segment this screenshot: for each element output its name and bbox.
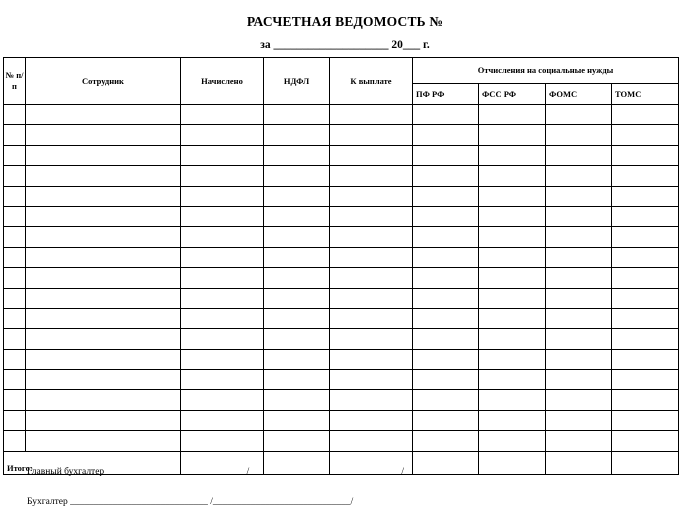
table-row: [4, 268, 679, 288]
accountant-signature: Бухгалтер _____________________________ /_____________________________/: [27, 497, 354, 507]
table-cell[interactable]: [181, 268, 264, 288]
table-cell[interactable]: [413, 410, 479, 430]
table-row: [4, 431, 679, 451]
total-cell[interactable]: [612, 451, 679, 474]
table-cell[interactable]: [612, 105, 679, 125]
table-cell[interactable]: [330, 125, 413, 145]
table-body: [4, 105, 679, 475]
table-cell[interactable]: [546, 227, 612, 247]
table-cell[interactable]: [413, 288, 479, 308]
table-cell[interactable]: [330, 247, 413, 267]
table-cell[interactable]: [479, 329, 546, 349]
table-cell[interactable]: [181, 227, 264, 247]
table-cell[interactable]: [479, 186, 546, 206]
table-cell[interactable]: [413, 105, 479, 125]
table-cell[interactable]: [612, 288, 679, 308]
table-cell[interactable]: [26, 227, 181, 247]
total-label: Итого:: [4, 451, 181, 474]
table-cell[interactable]: [264, 410, 330, 430]
table-cell[interactable]: [264, 308, 330, 328]
table-cell[interactable]: [264, 125, 330, 145]
table-cell[interactable]: [330, 105, 413, 125]
payroll-table: [3, 57, 679, 475]
table-cell[interactable]: [546, 166, 612, 186]
table-cell[interactable]: [413, 349, 479, 369]
table-cell[interactable]: [4, 105, 26, 125]
table-cell[interactable]: [479, 288, 546, 308]
table-cell[interactable]: [264, 288, 330, 308]
table-cell[interactable]: [264, 105, 330, 125]
col-toms: ТОМС: [612, 84, 679, 105]
table-cell[interactable]: [612, 410, 679, 430]
table-cell[interactable]: [612, 166, 679, 186]
total-cell[interactable]: [479, 451, 546, 474]
table-cell[interactable]: [181, 166, 264, 186]
col-accrued: Начислено: [181, 58, 264, 105]
table-cell[interactable]: [479, 390, 546, 410]
period-line: за ____________________ 20___ г.: [260, 39, 430, 51]
table-cell[interactable]: [330, 166, 413, 186]
table-cell[interactable]: [181, 431, 264, 451]
table-cell[interactable]: [26, 329, 181, 349]
table-cell[interactable]: [264, 390, 330, 410]
table-cell[interactable]: [4, 166, 26, 186]
table-cell[interactable]: [612, 308, 679, 328]
table-cell[interactable]: [330, 206, 413, 226]
table-cell[interactable]: [612, 370, 679, 390]
table-cell[interactable]: [26, 370, 181, 390]
table-cell[interactable]: [612, 227, 679, 247]
table-row: [4, 125, 679, 145]
table-cell[interactable]: [612, 206, 679, 226]
table-cell[interactable]: [26, 186, 181, 206]
col-to-pay: К выплате: [330, 58, 413, 105]
table-cell[interactable]: [479, 227, 546, 247]
table-cell[interactable]: [413, 227, 479, 247]
table-cell[interactable]: [413, 166, 479, 186]
table-cell[interactable]: [264, 145, 330, 165]
table-cell[interactable]: [546, 349, 612, 369]
table-cell[interactable]: [612, 390, 679, 410]
table-row: [4, 166, 679, 186]
table-cell[interactable]: [546, 410, 612, 430]
table-cell[interactable]: [264, 431, 330, 451]
col-foms: ФОМС: [546, 84, 612, 105]
table-cell[interactable]: [330, 145, 413, 165]
table-row: [4, 390, 679, 410]
table-cell[interactable]: [413, 431, 479, 451]
table-cell[interactable]: [330, 431, 413, 451]
table-cell[interactable]: [181, 390, 264, 410]
table-cell[interactable]: [413, 125, 479, 145]
table-cell[interactable]: [26, 145, 181, 165]
table-cell[interactable]: [479, 308, 546, 328]
table-cell[interactable]: [479, 125, 546, 145]
table-cell[interactable]: [413, 247, 479, 267]
table-row: [4, 308, 679, 328]
table-cell[interactable]: [612, 431, 679, 451]
table-cell[interactable]: [612, 186, 679, 206]
table-cell[interactable]: [181, 206, 264, 226]
table-cell[interactable]: [413, 329, 479, 349]
table-cell[interactable]: [479, 206, 546, 226]
total-cell[interactable]: [413, 451, 479, 474]
table-row: [4, 370, 679, 390]
table-cell[interactable]: [612, 268, 679, 288]
table-cell[interactable]: [413, 186, 479, 206]
table-cell[interactable]: [546, 125, 612, 145]
table-cell[interactable]: [181, 308, 264, 328]
table-cell[interactable]: [181, 145, 264, 165]
table-cell[interactable]: [4, 247, 26, 267]
table-cell[interactable]: [612, 329, 679, 349]
table-cell[interactable]: [546, 206, 612, 226]
table-cell[interactable]: [546, 268, 612, 288]
table-cell[interactable]: [26, 308, 181, 328]
table-cell[interactable]: [4, 268, 26, 288]
table-cell[interactable]: [181, 186, 264, 206]
table-cell[interactable]: [413, 145, 479, 165]
table-cell[interactable]: [330, 349, 413, 369]
table-cell[interactable]: [4, 390, 26, 410]
table-row: [4, 145, 679, 165]
table-cell[interactable]: [264, 329, 330, 349]
table-cell[interactable]: [26, 349, 181, 369]
table-cell[interactable]: [546, 308, 612, 328]
table-cell[interactable]: [479, 268, 546, 288]
table-cell[interactable]: [26, 268, 181, 288]
table-cell[interactable]: [26, 166, 181, 186]
table-cell[interactable]: [4, 329, 26, 349]
table-cell[interactable]: [4, 288, 26, 308]
table-cell[interactable]: [330, 329, 413, 349]
table-cell[interactable]: [26, 247, 181, 267]
table-cell[interactable]: [4, 349, 26, 369]
table-cell[interactable]: [181, 329, 264, 349]
table-cell[interactable]: [330, 288, 413, 308]
table-cell[interactable]: [264, 206, 330, 226]
col-ndfl: НДФЛ: [264, 58, 330, 105]
table-cell[interactable]: [330, 186, 413, 206]
table-row: [4, 329, 679, 349]
col-pf: ПФ РФ: [413, 84, 479, 105]
col-social-group: Отчисления на социальные нужды: [413, 58, 679, 84]
table-cell[interactable]: [330, 370, 413, 390]
table-cell[interactable]: [26, 431, 181, 451]
table-cell[interactable]: [413, 308, 479, 328]
table-row: [4, 247, 679, 267]
table-cell[interactable]: [330, 308, 413, 328]
table-cell[interactable]: [4, 370, 26, 390]
col-fss: ФСС РФ: [479, 84, 546, 105]
table-cell[interactable]: [479, 247, 546, 267]
table-cell[interactable]: [546, 390, 612, 410]
table-cell[interactable]: [264, 166, 330, 186]
table-cell[interactable]: [612, 247, 679, 267]
table-cell[interactable]: [4, 125, 26, 145]
table-cell[interactable]: [546, 288, 612, 308]
table-cell[interactable]: [181, 247, 264, 267]
table-cell[interactable]: [264, 227, 330, 247]
table-cell[interactable]: [546, 431, 612, 451]
table-cell[interactable]: [26, 125, 181, 145]
table-cell[interactable]: [546, 370, 612, 390]
table-cell[interactable]: [546, 247, 612, 267]
table-cell[interactable]: [264, 268, 330, 288]
table-cell[interactable]: [413, 268, 479, 288]
table-cell[interactable]: [413, 390, 479, 410]
table-cell[interactable]: [26, 390, 181, 410]
table-cell[interactable]: [26, 288, 181, 308]
table-cell[interactable]: [4, 410, 26, 430]
table-cell[interactable]: [264, 349, 330, 369]
table-cell[interactable]: [330, 227, 413, 247]
table-cell[interactable]: [612, 125, 679, 145]
table-cell[interactable]: [181, 349, 264, 369]
col-employee: Сотрудник: [26, 58, 181, 105]
table-cell[interactable]: [264, 247, 330, 267]
table-cell[interactable]: [330, 268, 413, 288]
table-cell[interactable]: [26, 105, 181, 125]
table-cell[interactable]: [546, 329, 612, 349]
table-cell[interactable]: [26, 206, 181, 226]
table-cell[interactable]: [479, 105, 546, 125]
table-cell[interactable]: [330, 410, 413, 430]
table-cell[interactable]: [413, 206, 479, 226]
table-cell[interactable]: [4, 308, 26, 328]
table-cell[interactable]: [264, 186, 330, 206]
table-cell[interactable]: [4, 206, 26, 226]
table-cell[interactable]: [330, 390, 413, 410]
table-row: [4, 206, 679, 226]
document-title: РАСЧЕТНАЯ ВЕДОМОСТЬ №: [246, 14, 444, 29]
table-cell[interactable]: [181, 125, 264, 145]
table-row: [4, 288, 679, 308]
table-cell[interactable]: [479, 145, 546, 165]
table-cell[interactable]: [479, 431, 546, 451]
table-row: [4, 105, 679, 125]
table-cell[interactable]: [479, 410, 546, 430]
table-cell[interactable]: [612, 349, 679, 369]
table-cell[interactable]: [479, 166, 546, 186]
table-cell[interactable]: [413, 370, 479, 390]
table-cell[interactable]: [479, 349, 546, 369]
table-row: [4, 410, 679, 430]
chief-accountant-signature: Главный бухгалтер _____________________________ /________________________________/: [27, 467, 404, 477]
table-cell[interactable]: [181, 410, 264, 430]
table-cell[interactable]: [181, 288, 264, 308]
table-cell[interactable]: [4, 145, 26, 165]
table-cell[interactable]: [546, 186, 612, 206]
table-cell[interactable]: [479, 370, 546, 390]
total-cell[interactable]: [546, 451, 612, 474]
table-cell[interactable]: [4, 186, 26, 206]
table-cell[interactable]: [612, 145, 679, 165]
table-cell[interactable]: [26, 410, 181, 430]
table-cell[interactable]: [4, 227, 26, 247]
table-cell[interactable]: [546, 105, 612, 125]
table-cell[interactable]: [181, 370, 264, 390]
table-cell[interactable]: [546, 145, 612, 165]
col-num: № п/п: [4, 58, 26, 105]
table-row: [4, 186, 679, 206]
table-cell[interactable]: [264, 370, 330, 390]
table-cell[interactable]: [4, 431, 26, 451]
table-cell[interactable]: [181, 105, 264, 125]
table-row: [4, 349, 679, 369]
table-row: [4, 227, 679, 247]
